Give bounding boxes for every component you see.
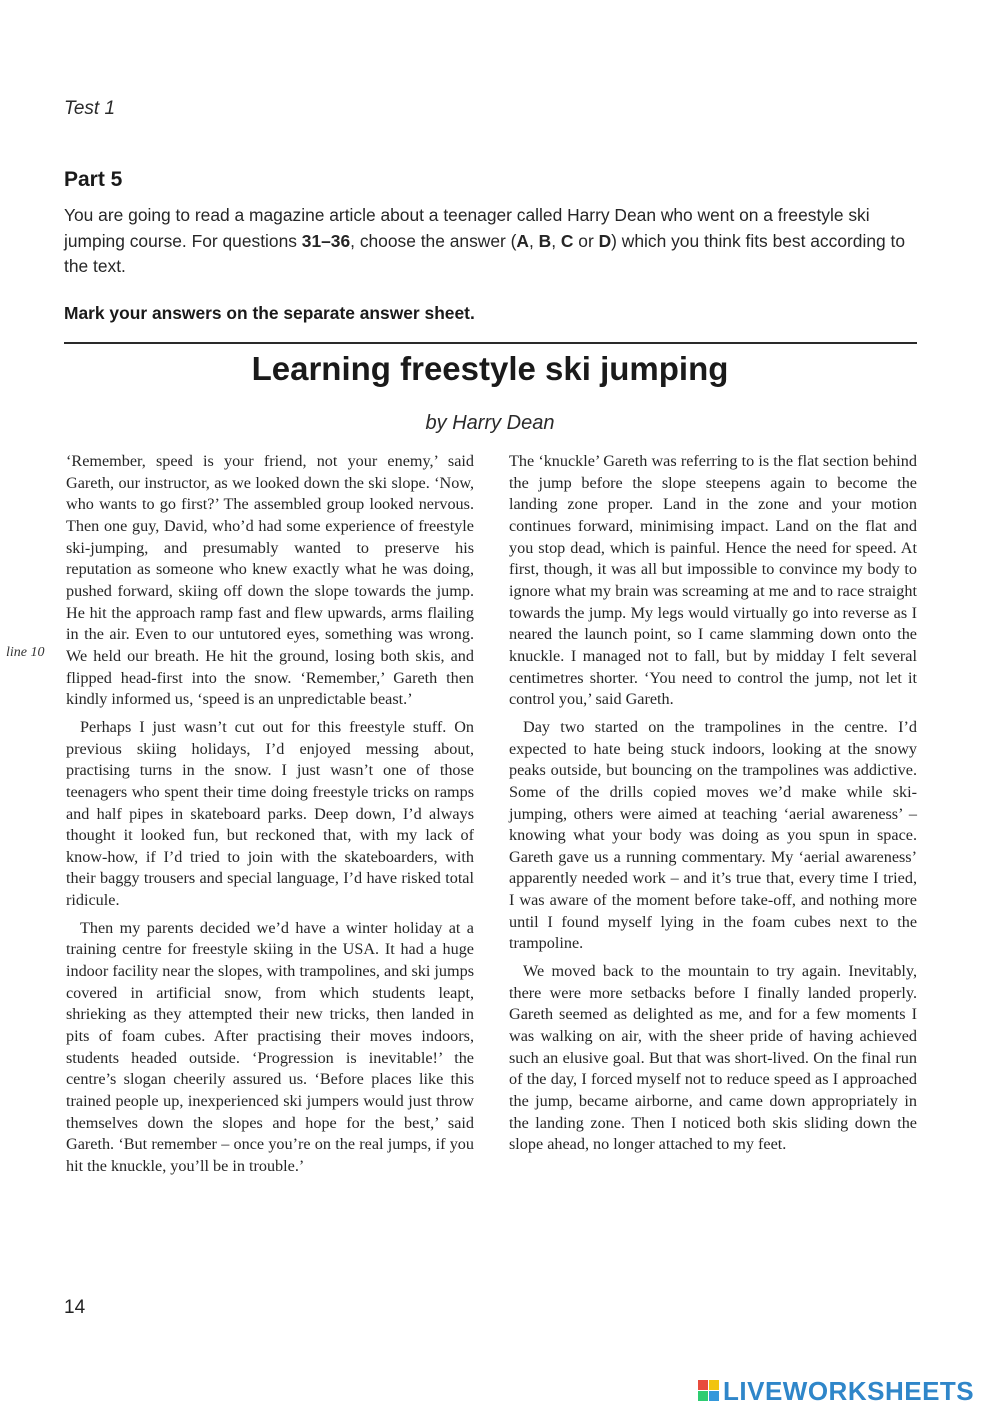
option-a: A bbox=[516, 230, 529, 251]
logo-square bbox=[698, 1380, 708, 1390]
article-byline: by Harry Dean bbox=[425, 412, 555, 434]
watermark-text: LIVEWORKSHEETS bbox=[723, 1375, 975, 1406]
paragraph: Then my parents decided we’d have a winter holiday at a training centre for freestyle skiing in the USA. It had a huge indoor facility near the slopes, with trampolines, and ski jumps covered in artificial snow, from which students leapt, shrieking as they attempted their new tricks, then landed in pits of foam cubes. After practising their moves indoors, students headed outside. ‘Progression is inevitable!’ the centre’s slogan cheerily assured us. ‘Before places like this trained people up, inexperienced ski jumpers would just throw themselves down the slopes and hope for the best,’ said Gareth. ‘But remember – once you’re on the real jumps, if you hit the knuckle, you’ll be in trouble.’ bbox=[66, 918, 474, 1175]
logo-square bbox=[709, 1380, 719, 1390]
part-title: Part 5 bbox=[64, 168, 123, 191]
option-c: C bbox=[560, 230, 574, 251]
article-title: Learning freestyle ski jumping bbox=[251, 350, 729, 387]
instructions-text: , choose the answer ( bbox=[350, 230, 517, 251]
paragraph: The ‘knuckle’ Gareth was referring to is the flat section behind the jump before the slope steepens again to become the landing zone proper. Land in the zone and your motion continues forward, minimising impact. Land on the flat and you stop dead, which is painful. Hence the need for speed. At first, though, it was all but impossible to convince my body to ignore what my brain was screaming at me and to race straight towards the jump. My legs would virtually go into reverse as I neared the launch point, so I came slamming down onto the knuckle. I managed not to fall, but by midday I felt several centimetres shorter. ‘You need to control the jump, not let it control you,’ said Gareth. bbox=[509, 452, 917, 709]
title-divider bbox=[64, 342, 917, 344]
logo-square bbox=[709, 1391, 719, 1401]
liveworksheets-watermark bbox=[698, 1376, 974, 1406]
instructions-text: or bbox=[573, 230, 599, 251]
article-column-right bbox=[509, 451, 917, 1162]
question-range: 31–36 bbox=[301, 230, 351, 251]
instructions-text: ) which you think fits best according to the text. bbox=[64, 230, 906, 276]
paragraph: Perhaps I just wasn’t cut out for this freestyle stuff. On previous skiing holidays, I’d enjoyed messing about, practising turns in the snow. I just wasn’t one of those teenagers who spent their time doing freestyle tricks on ramps and half pipes in skateboard parks. Deep down, I’d always thought it looked fun, but reckoned that, with my lack of know-how, if I’d tried to join with the skateboarders, with their baggy trousers and special language, I’d have risked total ridicule. bbox=[66, 717, 474, 910]
instructions bbox=[64, 203, 920, 280]
test-label: Test 1 bbox=[64, 98, 116, 119]
logo-square bbox=[698, 1391, 708, 1401]
paragraph: ‘Remember, speed is your friend, not your enemy,’ said Gareth, our instructor, as we looked down the ski slope. ‘Now, who wants to go first?’ The assembled group looked nervous. Then one guy, David, who’d had some experience of freestyle ski-jumping, and presumably wanted to preserve his reputation as someone who knew exactly what he was doing, pushed forward, skiing off down the slope towards the jump. He hit the approach ramp fast and flew upwards, arms flailing in the air. Even to our untutored eyes, something was wrong. We held our breath. He hit the ground, losing both skis, and flipped head-first into the snow. ‘Remember,’ Gareth then kindly informed us, ‘speed is an unpredictable beast.’ bbox=[66, 452, 474, 709]
instructions-text: , bbox=[528, 230, 539, 251]
instructions-text: , bbox=[551, 230, 561, 251]
paragraph: We moved back to the mountain to try again. Inevitably, there were more setbacks before I finally landed properly. Gareth seemed as delighted as me, and for a few moments I was walking on air, with the sheer pride of having achieved such an elusive goal. But that was short-lived. On the final run of the day, I forced myself not to reduce speed as I approached the jump, became airborne, and came down appropriately in the landing zone. Then I noticed both skis sliding down the slope ahead, no longer attached to my feet. bbox=[509, 962, 917, 1154]
article-column-left bbox=[66, 451, 474, 1184]
option-b: B bbox=[538, 230, 552, 251]
page-number: 14 bbox=[64, 1297, 86, 1318]
line-number-marker: line 10 bbox=[6, 645, 45, 660]
option-d: D bbox=[598, 230, 612, 251]
liveworksheets-logo-icon bbox=[698, 1380, 720, 1402]
mark-answers-note: Mark your answers on the separate answer sheet. bbox=[64, 303, 475, 323]
instructions-text: You are going to read a magazine article about a teenager called Harry Dean who went on a freestyle ski jumping course. For questions bbox=[64, 205, 870, 251]
paragraph: Day two started on the trampolines in the centre. I’d expected to hate being stuck indoors, looking at the snowy peaks outside, but bouncing on the trampolines was addictive. Some of the drills copied moves we’d make while ski-jumping, others were aimed at teaching ‘aerial awareness’ – knowing what your body was doing as you spun in space. Gareth gave us a running commentary. My ‘aerial awareness’ apparently needed work – and it’s true that, every time I tried, I was aware of the moment before take-off, and nothing more until I found myself lying in the foam cubes next to the trampoline. bbox=[509, 717, 917, 953]
